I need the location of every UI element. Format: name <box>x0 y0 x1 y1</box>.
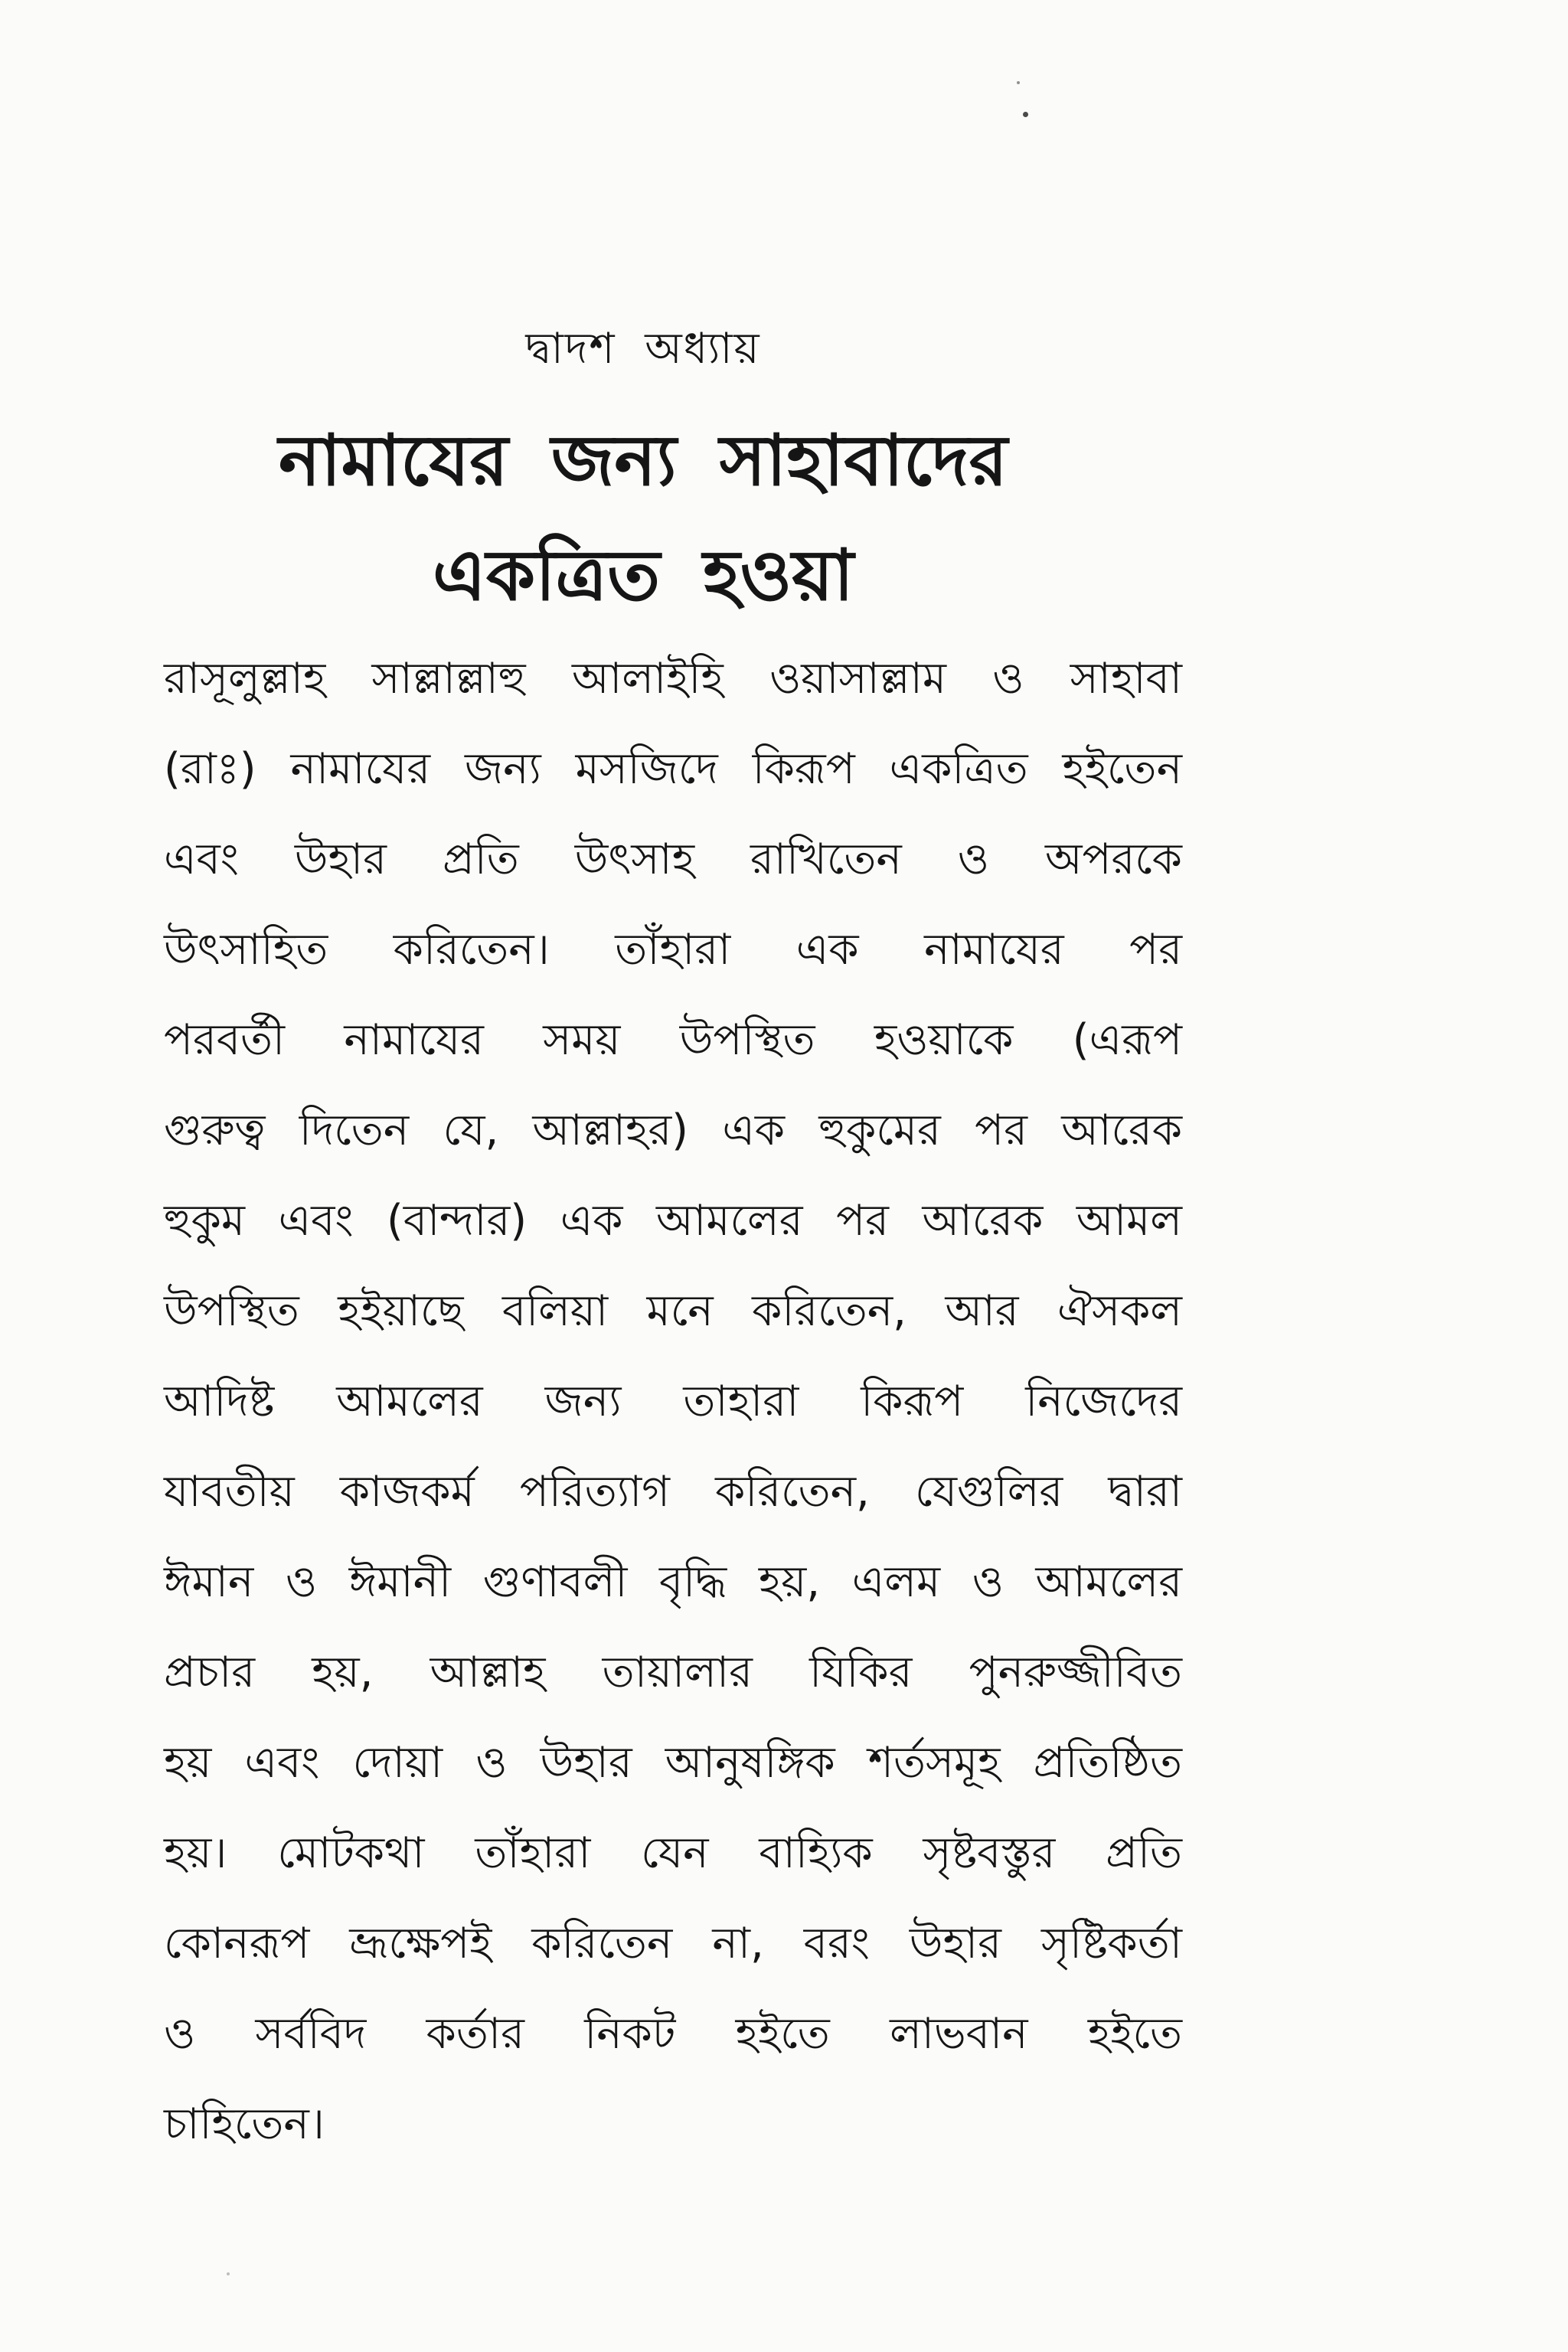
body-line: চাহিতেন। <box>164 2099 325 2149</box>
body-line: রাসূলুল্লাহ সাল্লাল্লাহু আলাইহি ওয়াসাল্লাম ও সাহাবা <box>164 654 1182 704</box>
chapter-label: দ্বাদশ অধ্যায় <box>525 324 761 374</box>
body-line: হুকুম এবং (বান্দার) এক আমলের পর আরেক আমল <box>164 1196 1182 1246</box>
body-line: উপস্থিত হইয়াছে বলিয়া মনে করিতেন, আর ঐসকল <box>164 1286 1182 1336</box>
body-line: ঈমান ও ঈমানী গুণাবলী বৃদ্ধি হয়, এলম ও আমলের <box>164 1557 1182 1607</box>
body-line: হয়। মোটকথা তাঁহারা যেন বাহ্যিক সৃষ্টবস্তুর প্রতি <box>164 1828 1182 1878</box>
body-line: গুরুত্ব দিতেন যে, আল্লাহর) এক হুকুমের পর আরেক <box>164 1106 1182 1155</box>
body-line: ও সর্ববিদ কর্তার নিকট হইতে লাভবান হইতে <box>164 2009 1182 2059</box>
print-speck <box>1023 112 1028 117</box>
chapter-title-line-2: একত্রিত হওয়া <box>432 534 854 616</box>
print-speck <box>1017 81 1020 84</box>
body-line: পরবর্তী নামাযের সময় উপস্থিত হওয়াকে (এরূপ <box>164 1015 1182 1065</box>
body-line: (রাঃ) নামাযের জন্য মসজিদে কিরূপ একত্রিত হইতেন <box>164 744 1182 794</box>
body-line: কোনরূপ ভ্রূক্ষেপই করিতেন না, বরং উহার সৃষ্টিকর্তা <box>164 1919 1182 1968</box>
body-line: হয় এবং দোয়া ও উহার আনুষঙ্গিক শর্তসমূহ প্রতিষ্ঠিত <box>164 1738 1182 1788</box>
body-line: উৎসাহিত করিতেন। তাঁহারা এক নামাযের পর <box>164 925 1182 975</box>
body-line: আদিষ্ট আমলের জন্য তাহারা কিরূপ নিজেদের <box>164 1377 1182 1426</box>
chapter-title-line-1: নামাযের জন্য সাহাবাদের <box>278 420 1008 501</box>
print-speck <box>227 2272 230 2275</box>
body-line: এবং উহার প্রতি উৎসাহ রাখিতেন ও অপরকে <box>164 835 1182 884</box>
body-paragraph <box>164 634 1182 2170</box>
body-line: প্রচার হয়, আল্লাহ তায়ালার যিকির পুনরুজ্জীবিত <box>164 1648 1182 1697</box>
body-line: যাবতীয় কাজকর্ম পরিত্যাগ করিতেন, যেগুলির দ্বারা <box>164 1467 1182 1517</box>
